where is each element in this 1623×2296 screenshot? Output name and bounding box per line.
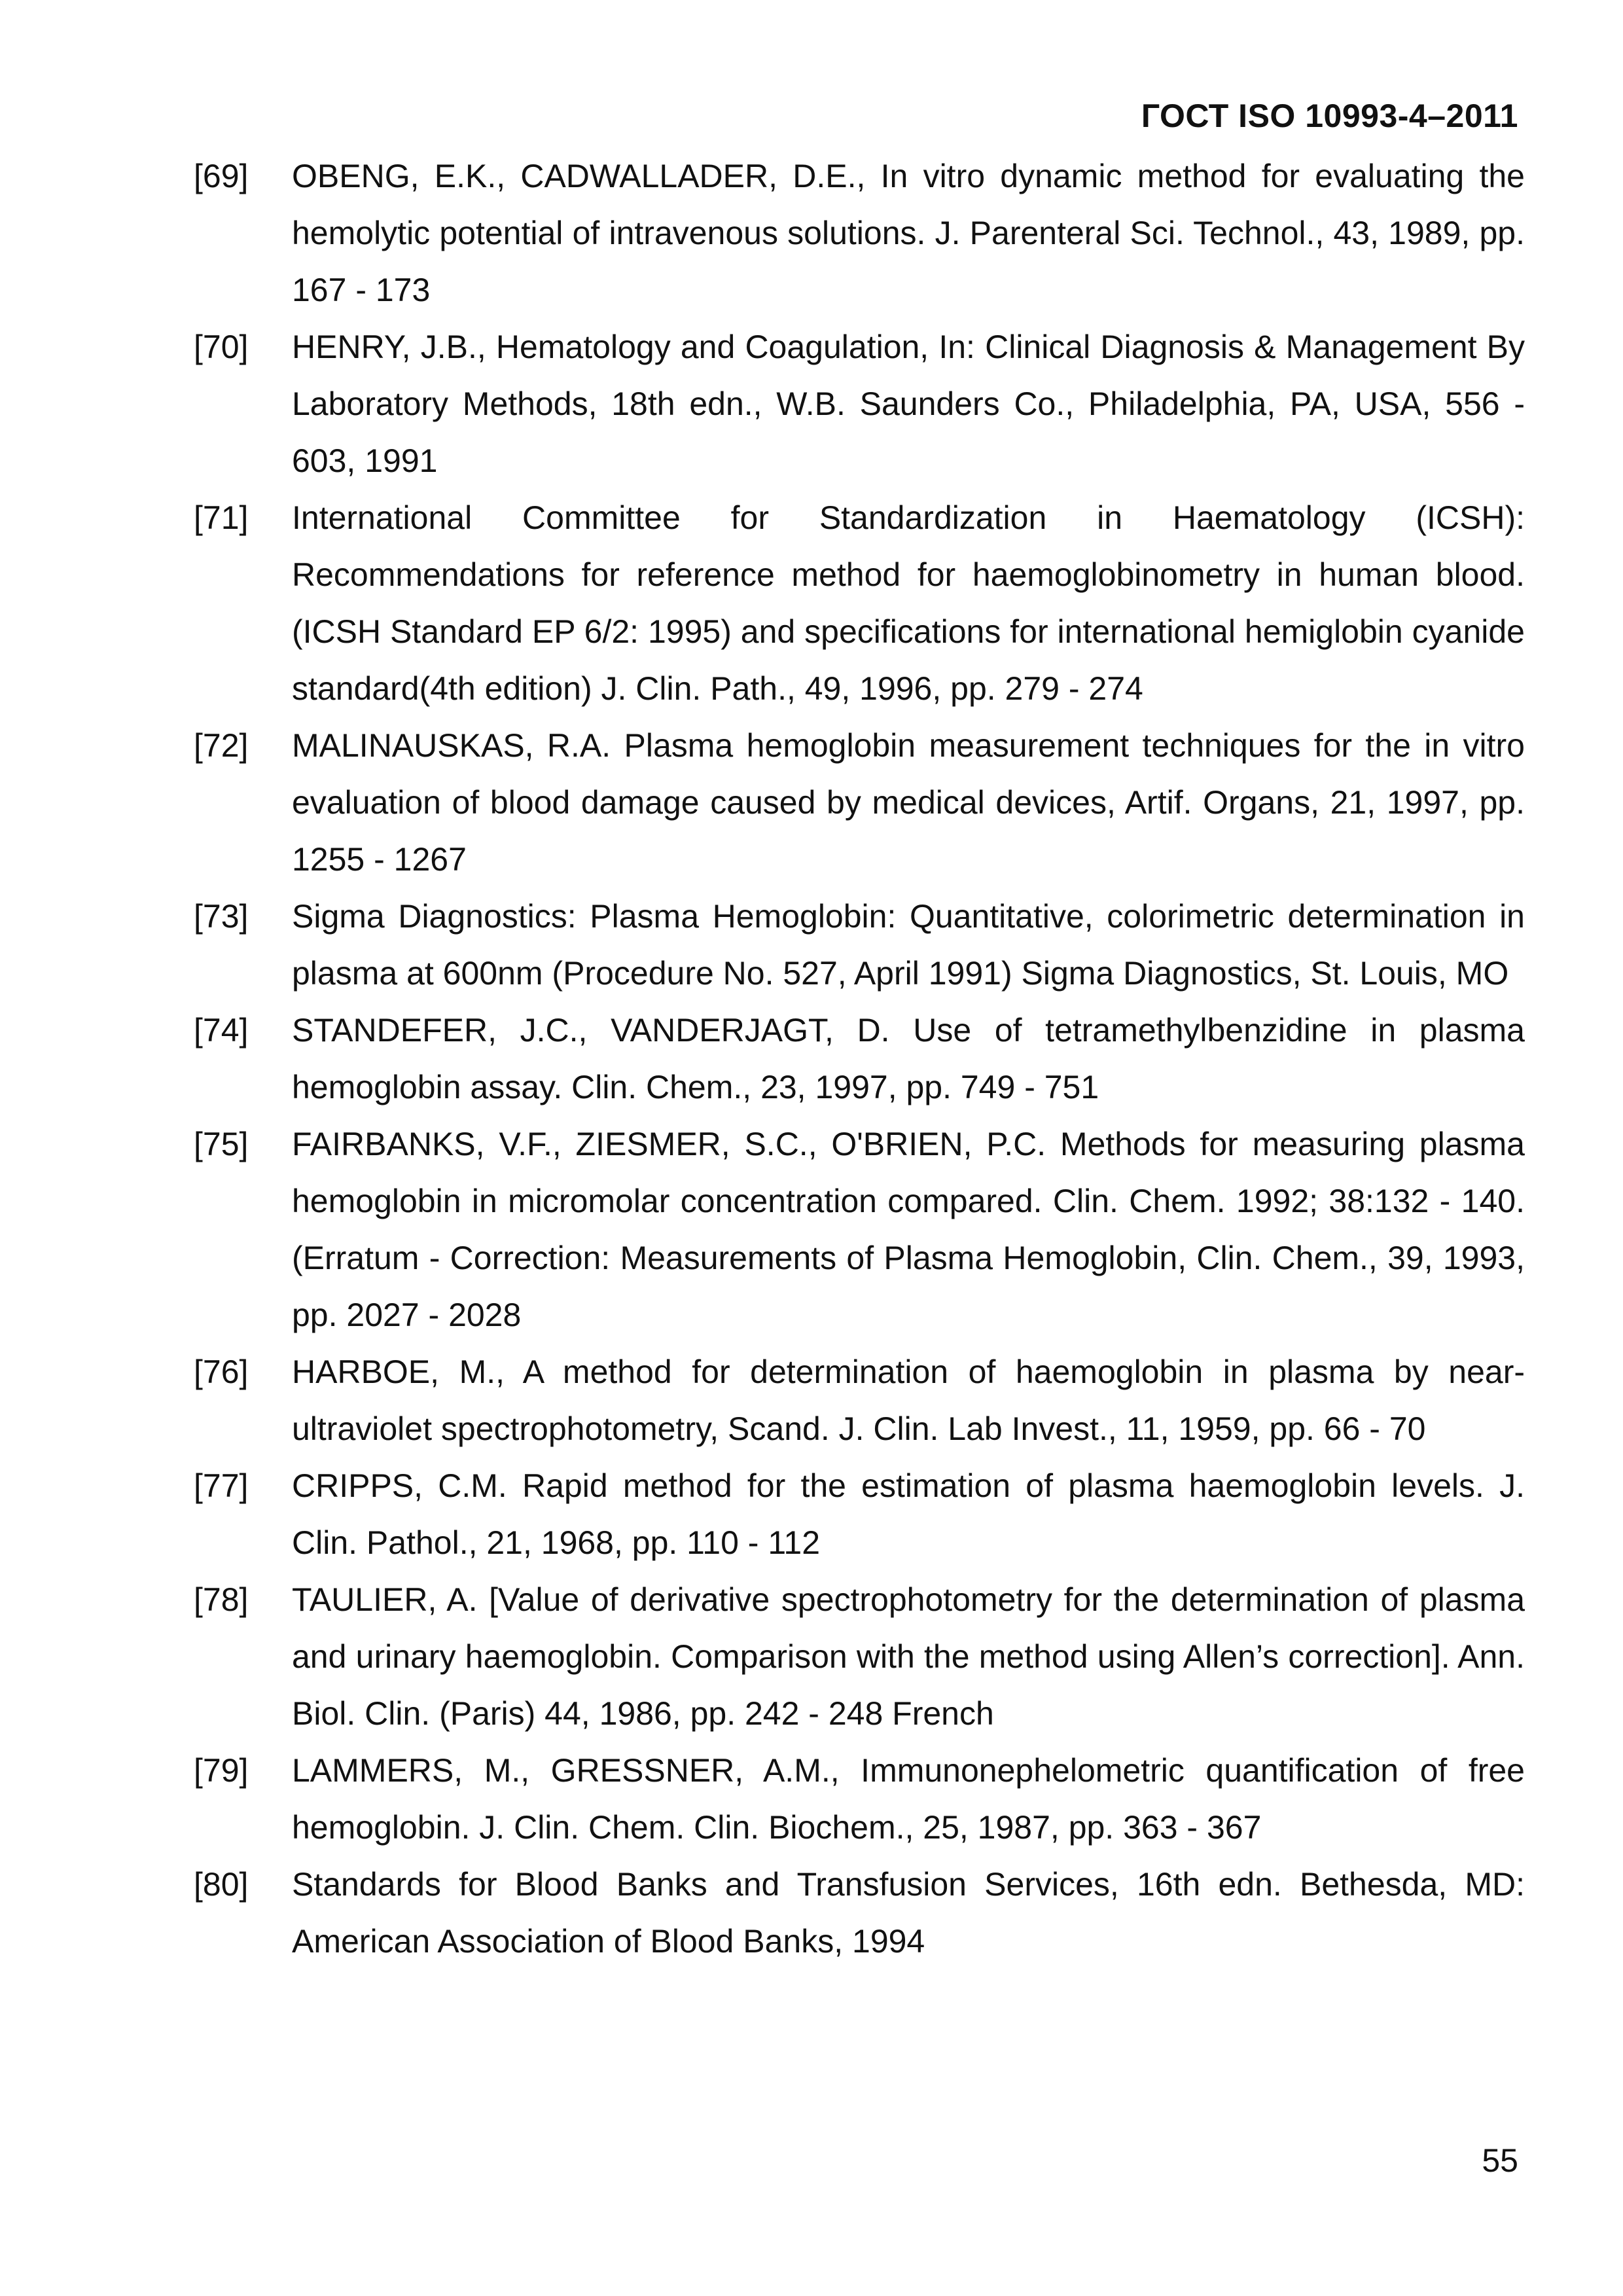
- reference-item: [194, 1458, 1525, 1571]
- reference-text: Standards for Blood Banks and Transfusion Services, 16th edn. Bethesda, MD: American Association of Blood Banks, 1994: [292, 1866, 1525, 1960]
- reference-item: [194, 1002, 1525, 1116]
- reference-number: [75]: [194, 1126, 249, 1162]
- reference-text: CRIPPS, C.M. Rapid method for the estimation of plasma haemoglobin levels. J. Clin. Pathol., 21, 1968, pp. 110 - 112: [292, 1467, 1525, 1561]
- reference-item: [194, 1344, 1525, 1458]
- reference-text: OBENG, E.K., CADWALLADER, D.E., In vitro dynamic method for evaluating the hemolytic potential of intravenous solutions. J. Parenteral Sci. Technol., 43, 1989, pp. 167 - 173: [292, 158, 1525, 308]
- reference-item: [194, 1571, 1525, 1742]
- reference-number: [78]: [194, 1581, 249, 1618]
- reference-number: [73]: [194, 898, 249, 935]
- reference-number: [69]: [194, 158, 249, 194]
- reference-text: TAULIER, A. [Value of derivative spectrophotometry for the determination of plasma and urinary haemoglobin. Comparison with the method using Allen’s correction]. Ann. Biol. Clin. (Paris) 44, 1986, pp. 242 - 248 French: [292, 1581, 1525, 1732]
- reference-item: [194, 1742, 1525, 1856]
- reference-item: [194, 1856, 1525, 1970]
- reference-number: [77]: [194, 1467, 249, 1504]
- reference-item: [194, 148, 1525, 319]
- reference-list: [194, 148, 1525, 1970]
- reference-number: [74]: [194, 1012, 249, 1049]
- reference-number: [79]: [194, 1752, 249, 1789]
- reference-text: International Committee for Standardization in Haematology (ICSH): Recommendations for reference method for haemoglobinometry in human blood. (ICSH Standard EP 6/2: 1995) and specifications for international hemiglobin cyanide standard(4th edition) J. Clin. Path., 49, 1996, pp. 279 - 274: [292, 499, 1525, 707]
- reference-item: [194, 717, 1525, 888]
- reference-item: [194, 490, 1525, 717]
- reference-text: HARBOE, M., A method for determination of haemoglobin in plasma by near-ultraviolet spectrophotometry, Scand. J. Clin. Lab Invest., 11, 1959, pp. 66 - 70: [292, 1354, 1525, 1447]
- reference-text: HENRY, J.B., Hematology and Coagulation, In: Clinical Diagnosis & Management By Laboratory Methods, 18th edn., W.B. Saunders Co., Philadelphia, PA, USA, 556 - 603, 1991: [292, 329, 1525, 479]
- reference-text: FAIRBANKS, V.F., ZIESMER, S.C., O'BRIEN, P.C. Methods for measuring plasma hemoglobin in micromolar concentration compared. Clin. Chem. 1992; 38:132 - 140. (Erratum - Correction: Measurements of Plasma Hemoglobin, Clin. Chem., 39, 1993, pp. 2027 - 2028: [292, 1126, 1525, 1333]
- reference-item: [194, 1116, 1525, 1344]
- reference-item: [194, 888, 1525, 1002]
- reference-text: MALINAUSKAS, R.A. Plasma hemoglobin measurement techniques for the in vitro evaluation of blood damage caused by medical devices, Artif. Organs, 21, 1997, pp. 1255 - 1267: [292, 727, 1525, 878]
- reference-number: [71]: [194, 499, 249, 536]
- reference-text: LAMMERS, M., GRESSNER, A.M., Immunonephelometric quantification of free hemoglobin. J. Clin. Chem. Clin. Biochem., 25, 1987, pp. 363 - 367: [292, 1752, 1525, 1846]
- reference-text: STANDEFER, J.C., VANDERJAGT, D. Use of tetramethylbenzidine in plasma hemoglobin assay. Clin. Chem., 23, 1997, pp. 749 - 751: [292, 1012, 1525, 1105]
- reference-number: [70]: [194, 329, 249, 365]
- reference-item: [194, 319, 1525, 490]
- reference-number: [80]: [194, 1866, 249, 1903]
- reference-number: [76]: [194, 1354, 249, 1390]
- reference-number: [72]: [194, 727, 249, 764]
- page-number: 55: [1482, 2142, 1518, 2179]
- reference-text: Sigma Diagnostics: Plasma Hemoglobin: Quantitative, colorimetric determination in plasma at 600nm (Procedure No. 527, April 1991) Sigma Diagnostics, St. Louis, MO: [292, 898, 1525, 992]
- standard-code-header: ГОСТ ISO 10993-4–2011: [1141, 98, 1518, 134]
